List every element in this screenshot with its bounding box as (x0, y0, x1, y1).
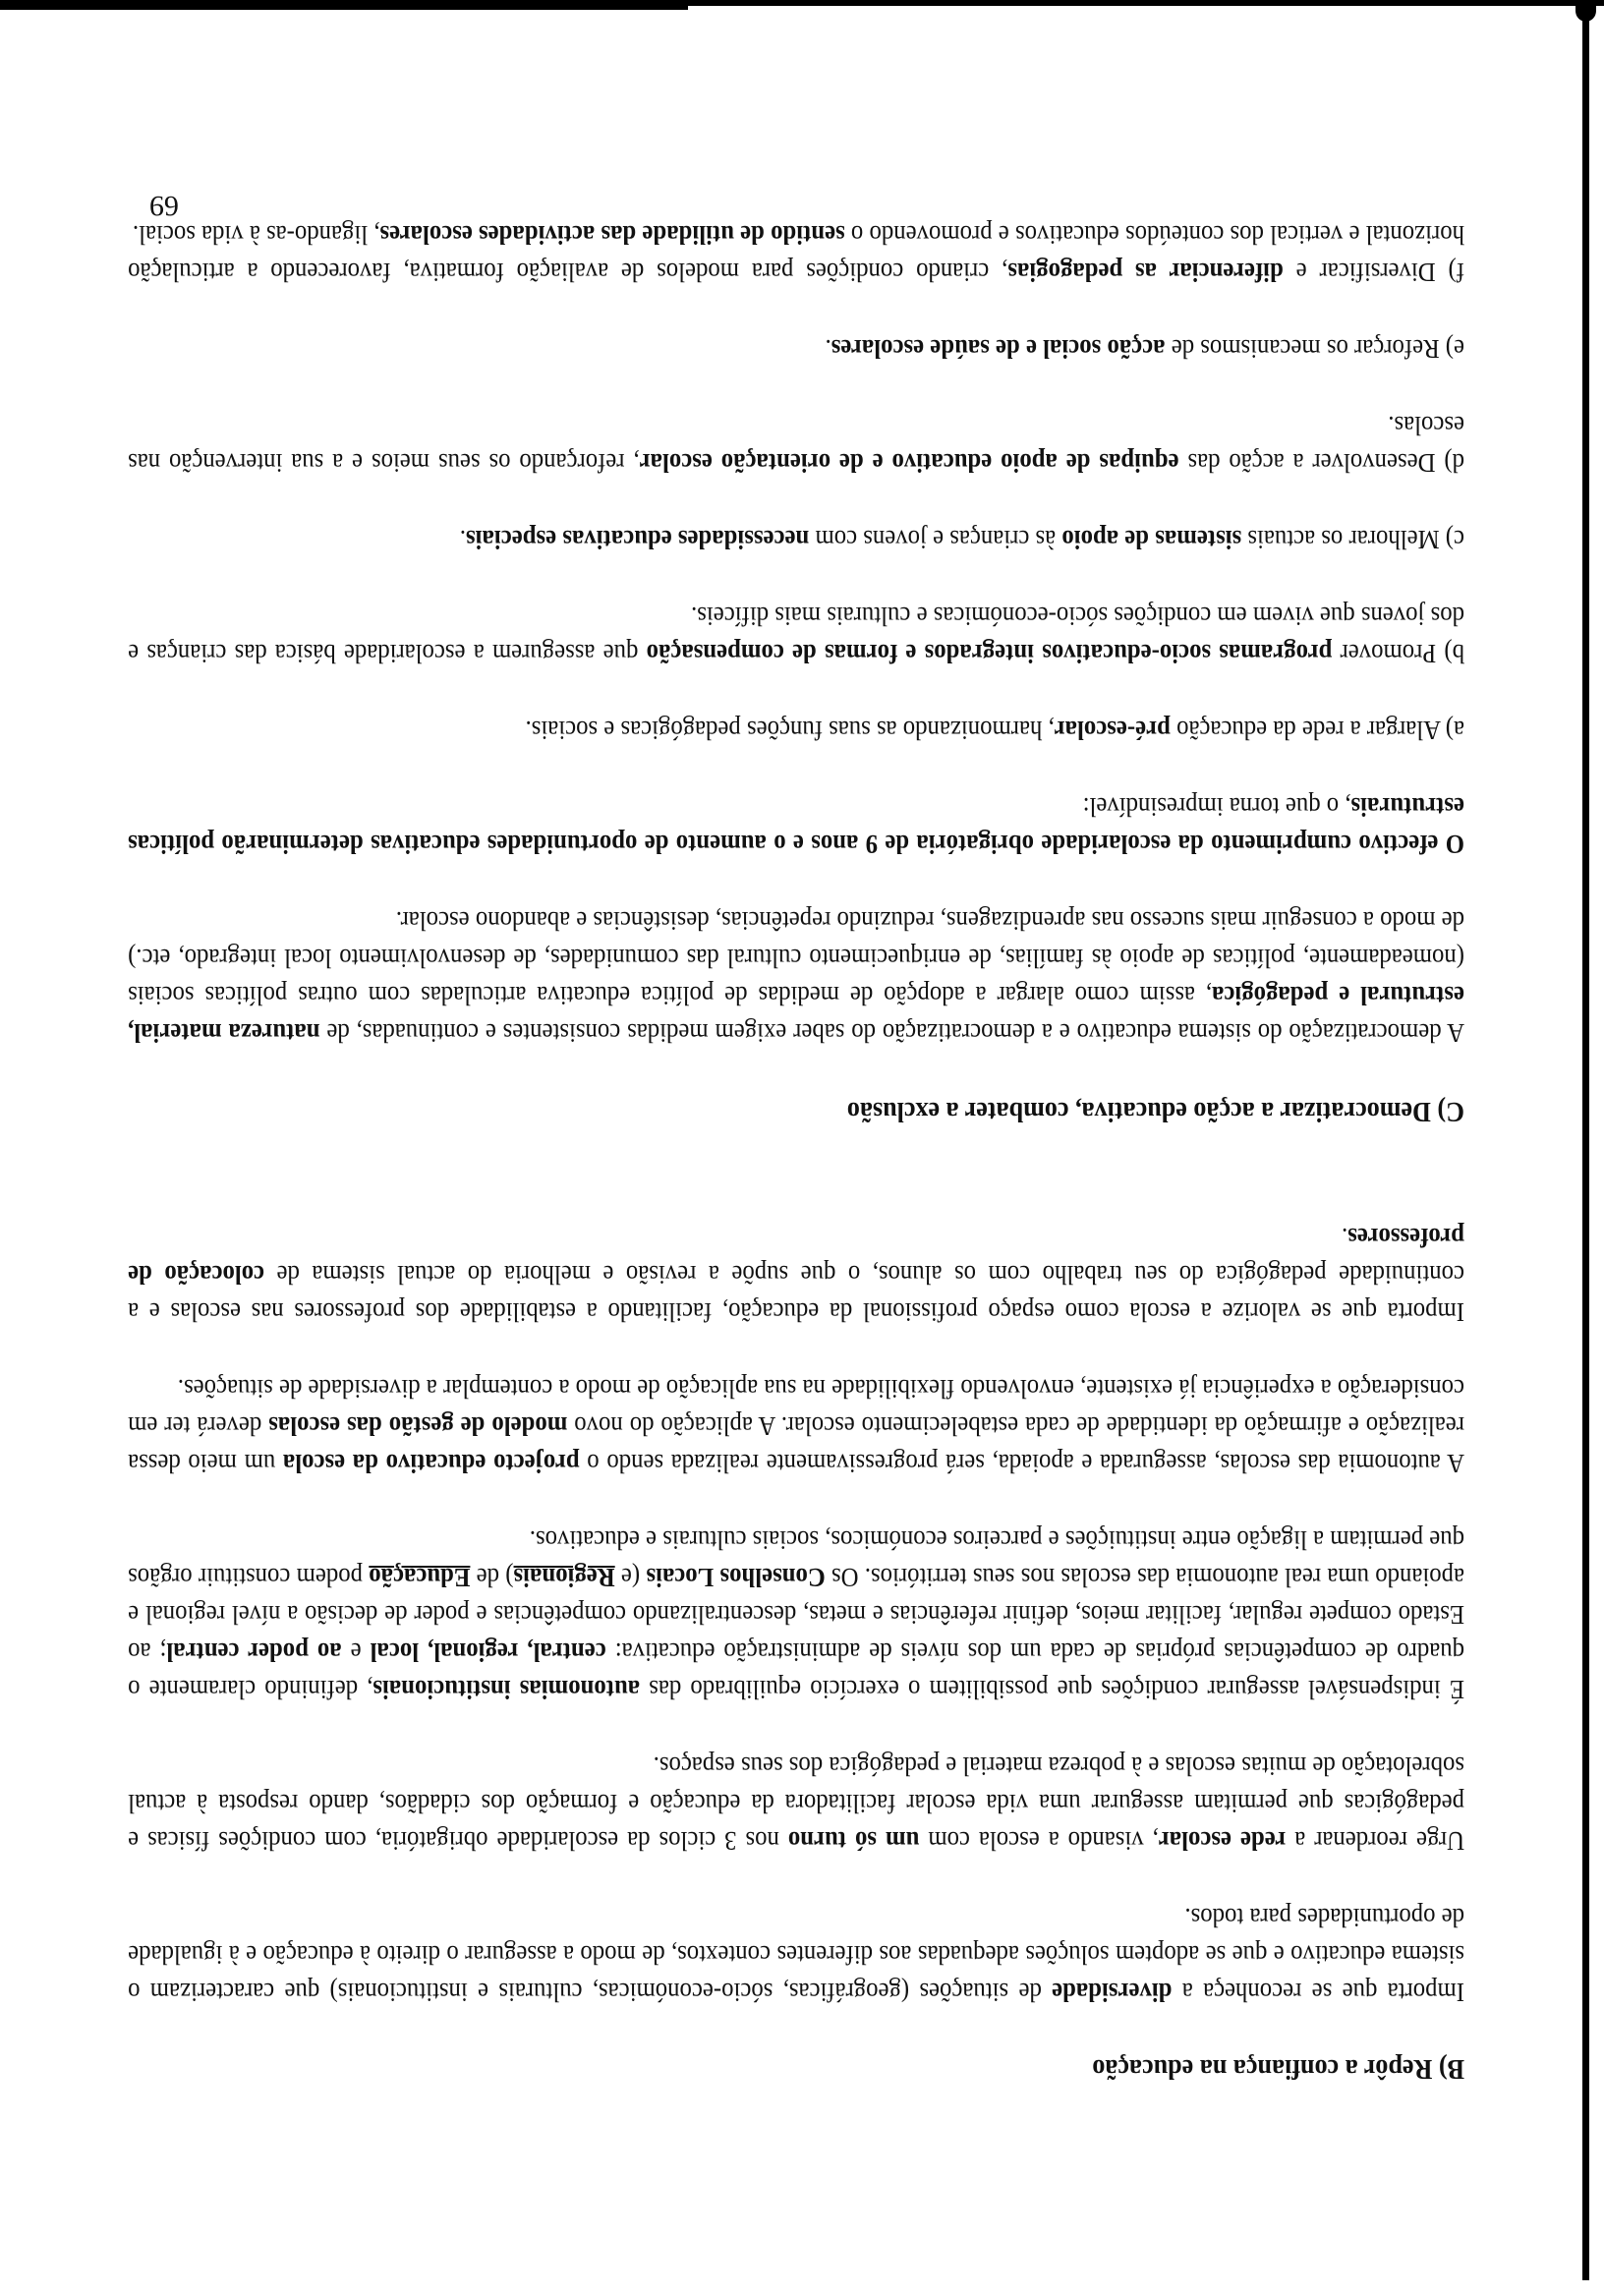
bold-text: programas socio-educativos integrados e formas de compensação (646, 639, 1333, 669)
text: É indispensável assegurar condições que possibilitem o exercício equilibrado das (640, 1675, 1464, 1705)
bold-text: colocação de professores (128, 1223, 1464, 1291)
text: ; ao Estado compete regular, facilitar meios, definir referências e metas, descentralizando competências e poder de decisão a nível regional e apoiando uma real autonomia das escolas nos seus territórios. Os (128, 1563, 1464, 1668)
text: c) Melhorar os actuais (1241, 525, 1464, 555)
bold-text: diferenciar as pedagogias (1007, 258, 1284, 288)
text: , criando condições para modelos de avaliação formativa, favorecendo a articulação horizontal e vertical dos conteúdos educativos e promovendo o (128, 220, 1464, 288)
bold-text: modelo de gestão das escolas (268, 1411, 568, 1442)
bold-text: um só turno (787, 1826, 920, 1857)
text: deverá ter em consideração a experiência já existente, envolvendo flexibilidade na sua aplicação de modo a contemplar a diversidade de situações. (128, 1374, 1464, 1442)
text: , reforçando os seus meios e a sua intervenção nas escolas. (128, 411, 1464, 479)
text: A democratização do sistema educativo e a democratização do saber exigem medidas consistentes e continuadas, de (319, 1018, 1464, 1049)
text: Importa que se reconheça a (1172, 1978, 1464, 2008)
list-item-d (128, 407, 1464, 482)
bold-text: natureza material, estrutural e pedagógica (128, 981, 1464, 1049)
paragraph-teachers (128, 1219, 1464, 1331)
text: ) de (470, 1563, 514, 1593)
bold-text: pré-escolar (1054, 716, 1171, 746)
text: , definindo claramente o quadro de competências próprias de cada um dos níveis de administração educativa: (128, 1637, 1464, 1705)
text: que assegurem a escolaridade básica das crianças e dos jovens que vivem em condições sócio-económicas e culturais mais difíceis. (128, 602, 1464, 669)
text: de situações (geográficas, sócio-económicas, culturais e institucionais) que caracterizam o sistema educativo e que se adoptem soluções adequadas aos diferentes contextos, de modo a assegurar o direito à educação e à igualdade de oportunidades para todos. (128, 1903, 1464, 2008)
text: , assim como alargar a adopção de medidas de política educativa articuladas com outras políticas sociais (nomeadamente, políticas de apoio às famílias, de enriquecimento cultural das comunidades, de desenvolvimento local integrado, etc.) de modo a conseguir mais sucesso nas aprendizagens, reduzindo repetências, desistências e abandono escolar. (128, 906, 1464, 1011)
bold-text: autonomias institucionais (372, 1675, 641, 1705)
text: b) Promover (1332, 639, 1464, 669)
paragraph-autonomies (128, 1521, 1464, 1708)
text: . (825, 334, 831, 365)
text: . (1342, 1223, 1348, 1253)
paragraph-diversity (128, 1899, 1464, 2011)
bold-underlined-text: Regionais (513, 1563, 615, 1593)
section-c-heading: C) Democratizar a acção educativa, combater a exclusão (846, 1096, 1464, 1127)
text: f) Diversificar e (1283, 258, 1464, 288)
paragraph-compulsory-schooling (128, 788, 1464, 863)
list-item-a (128, 712, 1464, 749)
bold-text: sentido de utilidade das actividades escolares (379, 220, 845, 251)
text: e) Reforçar os mecanismos de (1165, 334, 1464, 365)
text: a) Alargar a rede da educação (1170, 716, 1464, 746)
list-item-c (128, 521, 1464, 558)
list-item-b (128, 598, 1464, 672)
text: d) Desenvolver a acção das (1178, 448, 1464, 479)
bold-text: central, regional, local (370, 1637, 606, 1668)
text: Importa que se valorize a escola como espaço profissional da educação, facilitando a estabilidade dos professores nas escolas e a continuidade pedagógica do seu trabalho com os alunos, o que supõe a revisão e melhoria do actual sistema de (128, 1260, 1464, 1328)
paragraph-school-autonomy (128, 1370, 1464, 1482)
text: Urge reordenar a (1286, 1826, 1464, 1857)
bold-underlined-text: Educação (369, 1563, 471, 1593)
bold-text: equipas de apoio educativo e de orientação escolar (639, 448, 1179, 479)
bold-text: projecto educativo da escola (282, 1449, 580, 1479)
section-b-heading: B) Repôr a confiança na educação (1092, 2053, 1464, 2085)
text: , o que torna impresindível: (1082, 792, 1351, 823)
text: (e (614, 1563, 647, 1593)
text: nos 3 ciclos da escolaridade obrigatória, com condições físicas e pedagógicas que permitam assegurar uma vida escolar facilitadora da educação e formação dos cidadãos, dando resposta à actual sobrelotação de muitas escolas e à pobreza material e pedagógica dos seus espaços. (128, 1751, 1464, 1857)
text: , harmonizando as suas funções pedagógicas e sociais. (525, 716, 1055, 746)
bold-text: diversidade (1052, 1978, 1173, 2008)
text: e (341, 1637, 371, 1668)
bold-text: sistemas de apoio (1061, 525, 1242, 555)
bold-text: acção social e de saúde escolares (831, 334, 1166, 365)
list-item-e (128, 330, 1464, 368)
list-item-f (128, 216, 1464, 291)
text: . (459, 525, 467, 555)
text: , visando a escola com (919, 1826, 1159, 1857)
text: A autonomia das escolas, assegurada e apoiada, será progressivamente realizada sendo o (579, 1449, 1464, 1479)
text: podem constituir orgãos que permitam a ligação entre instituições e parceiros económicos, sociais culturais e educativos. (128, 1525, 1464, 1593)
text: às crianças e jovens com (809, 525, 1062, 555)
text: , ligando-as à vida social. (132, 220, 380, 251)
bold-text: necessidades educativas especiais (466, 525, 810, 555)
bold-text: O efectivo cumprimento da escolaridade obrigatória de 9 anos e o aumento de oportunidades educativas determinarão políticas estruturais (128, 792, 1464, 860)
text: um meio dessa realização e afirmação da identidade de cada estabelecimento escolar. A aplicação do novo (128, 1411, 1464, 1479)
bold-text: Conselhos Locais (646, 1563, 826, 1593)
paragraph-school-network (128, 1748, 1464, 1860)
bold-text: rede escolar (1158, 1826, 1287, 1857)
page-number: 69 (149, 190, 179, 222)
bold-text: ao poder central (166, 1637, 342, 1668)
paragraph-democratization (128, 902, 1464, 1052)
document-body (128, 177, 1464, 2088)
